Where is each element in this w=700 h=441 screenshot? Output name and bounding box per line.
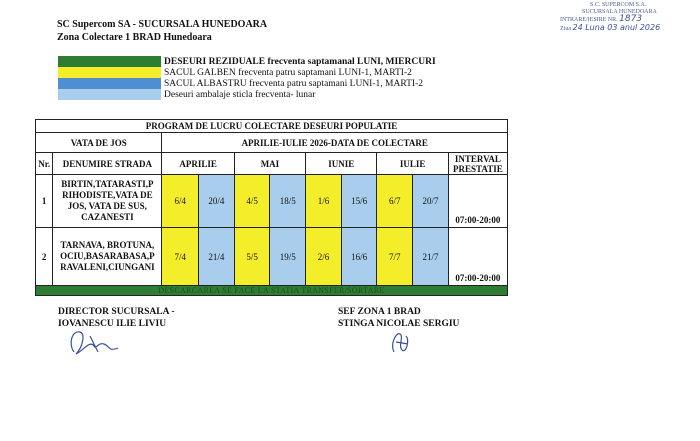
director-name: IOVANESCU ILIE LIVIU	[58, 319, 167, 329]
registration-stamp	[560, 2, 695, 34]
col-nr-header: Nr.	[36, 153, 53, 175]
date-cell: 2/6	[306, 228, 342, 286]
month-july-header: IULIE	[377, 153, 448, 175]
street-names: BIRTIN,TATARASTI,P RIHODISTE,VATA DE JOS, VATA DE SUS, CAZANESTI	[53, 175, 162, 228]
interval-cell: 07:00-20:00	[448, 228, 507, 286]
table-footer-note: DESCARCAREA SE FACE LA STATIA TRANSFER/SORTARE	[36, 286, 508, 296]
month-april-header: APRILIE	[162, 153, 234, 175]
row-number: 1	[36, 175, 53, 228]
date-cell: 1/6	[306, 175, 342, 228]
stamp-date: 24 Luna 03 anul 2026	[572, 23, 661, 32]
date-cell: 21/4	[199, 228, 235, 286]
legend-text-glass: Deseuri ambalaje sticla frecventa- lunar	[164, 89, 316, 100]
date-cell: 16/6	[341, 228, 377, 286]
stamp-date-line	[560, 24, 695, 33]
legend-row-blue-bag	[58, 78, 436, 89]
director-title: DIRECTOR SUCURSALA -	[58, 307, 175, 317]
table-row	[36, 228, 508, 286]
legend-text-residual: DESEURI REZIDUALE frecventa saptamanal LUNI, MIERCURI	[164, 56, 436, 67]
date-cell: 6/4	[162, 175, 199, 228]
date-cell: 15/6	[341, 175, 377, 228]
table-title: PROGRAM DE LUCRU COLECTARE DESEURI POPULATIE	[36, 120, 508, 133]
col-street-header: DENUMIRE STRADA	[53, 153, 162, 175]
stamp-company: S.C. SUPERCOM S.A.	[590, 2, 647, 8]
zone-chief-signature	[386, 326, 416, 358]
stamp-branch: SUCURSALA HUNEDOARA	[582, 9, 657, 15]
stamp-registration-label: INTRARE/IESIRE NR.	[560, 17, 618, 23]
date-cell: 18/5	[270, 175, 306, 228]
legend-row-yellow-bag	[58, 67, 436, 78]
date-cell: 4/5	[234, 175, 270, 228]
legend	[58, 56, 436, 100]
legend-row-glass	[58, 89, 436, 100]
date-cell: 6/7	[377, 175, 413, 228]
collection-schedule-table	[35, 119, 508, 296]
street-names: TARNAVA, BROTUNA, OCIU,BASARABASA,P RAVALENI,CIUNGANI	[53, 228, 162, 286]
legend-text-blue-bag: SACUL ALBASTRU frecventa patru saptamani LUNI-1, MARTI-2	[164, 78, 423, 89]
zone-name: Zona Colectare 1 BRAD Hunedoara	[57, 32, 212, 43]
legend-swatch-blue	[58, 78, 161, 89]
date-cell: 7/4	[162, 228, 199, 286]
company-name: SC Supercom SA - SUCURSALA HUNEDOARA	[57, 19, 268, 30]
month-may-header: MAI	[234, 153, 305, 175]
legend-swatch-lightblue	[58, 89, 161, 100]
date-cell: 5/5	[234, 228, 270, 286]
locality-header: VATA DE JOS	[36, 133, 162, 153]
legend-swatch-green	[58, 56, 161, 67]
stamp-date-label: Ziua	[560, 26, 571, 32]
month-june-header: IUNIE	[306, 153, 377, 175]
interval-cell: 07:00-20:00	[448, 175, 507, 228]
director-signature	[60, 322, 130, 360]
zone-chief-name: STINGA NICOLAE SERGIU	[338, 319, 460, 329]
period-header: APRILIE-IULIE 2026-DATA DE COLECTARE	[162, 133, 508, 153]
table-row	[36, 175, 508, 228]
stamp-registration-number: 1873	[619, 14, 643, 24]
zone-chief-title: SEF ZONA 1 BRAD	[338, 307, 421, 317]
date-cell: 21/7	[413, 228, 449, 286]
date-cell: 7/7	[377, 228, 413, 286]
date-cell: 20/7	[413, 175, 449, 228]
row-number: 2	[36, 228, 53, 286]
legend-text-yellow-bag: SACUL GALBEN frecventa patru saptamani LUNI-1, MARTI-2	[164, 67, 412, 78]
date-cell: 19/5	[270, 228, 306, 286]
legend-row-residual	[58, 56, 436, 67]
col-interval-header: INTERVAL PRESTATIE	[448, 153, 507, 175]
date-cell: 20/4	[199, 175, 235, 228]
legend-swatch-yellow	[58, 67, 161, 78]
